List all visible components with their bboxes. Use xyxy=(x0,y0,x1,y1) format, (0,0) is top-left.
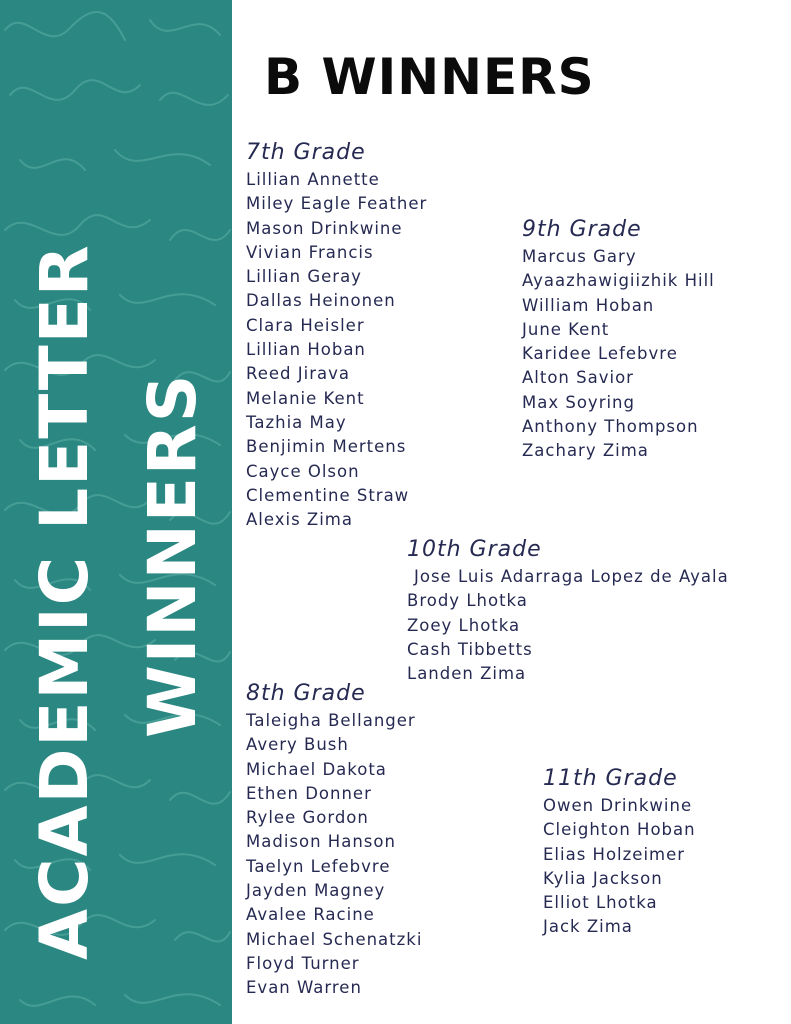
list-item: Karidee Lefebvre xyxy=(522,344,678,364)
list-item: Tazhia May xyxy=(246,412,347,432)
list-item: William Hoban xyxy=(522,295,655,315)
grade-heading: 10th Grade xyxy=(407,537,542,562)
grade-9-section xyxy=(522,216,715,464)
list-item: Kylia Jackson xyxy=(543,868,663,888)
list-item: Clara Heisler xyxy=(246,315,365,335)
list-item: Dallas Heinonen xyxy=(246,291,396,311)
list-item: Taleigha Bellanger xyxy=(246,711,416,730)
name-list xyxy=(543,794,696,940)
list-item: Lillian Hoban xyxy=(246,340,366,360)
list-item: Avalee Racine xyxy=(246,905,375,925)
list-item: Jayden Magney xyxy=(246,881,386,901)
grade-heading: 7th Grade xyxy=(246,140,366,165)
name-list xyxy=(246,709,422,1001)
list-item: Evan Warren xyxy=(246,978,362,998)
list-item: Clementine Straw xyxy=(246,485,410,505)
list-item: Lillian Geray xyxy=(246,267,362,287)
list-item: Floyd Turner xyxy=(246,953,360,973)
list-item: Elias Holzeimer xyxy=(543,844,686,864)
list-item: Marcus Gary xyxy=(522,247,637,266)
list-item: June Kent xyxy=(522,319,610,339)
name-list xyxy=(246,168,427,532)
list-item: Rylee Gordon xyxy=(246,808,369,828)
list-item: Michael Schenatzki xyxy=(246,929,423,949)
grade-heading: 11th Grade xyxy=(543,766,678,791)
grade-heading: 8th Grade xyxy=(246,681,366,706)
grade-7-section xyxy=(246,139,427,532)
list-item: Cayce Olson xyxy=(246,461,360,481)
list-item: Ethen Donner xyxy=(246,783,372,803)
list-item: Mason Drinkwine xyxy=(246,218,403,238)
grade-10-section xyxy=(407,536,729,686)
page-title: B WINNERS xyxy=(264,48,595,106)
list-item: Avery Bush xyxy=(246,735,349,755)
list-item: Benjimin Mertens xyxy=(246,437,407,457)
list-item: Cash Tibbetts xyxy=(407,639,533,659)
list-item: Miley Eagle Feather xyxy=(246,194,428,214)
list-item: Brody Lhotka xyxy=(407,591,528,611)
sidebar-heading-academic-letter: ACADEMIC LETTER xyxy=(26,243,103,960)
list-item: Max Soyring xyxy=(522,392,635,412)
list-item: Michael Dakota xyxy=(246,759,387,779)
list-item: Landen Zima xyxy=(407,664,527,684)
list-item: Madison Hanson xyxy=(246,832,396,852)
sidebar-banner xyxy=(0,0,232,1024)
grade-11-section xyxy=(543,765,696,940)
list-item: Cleighton Hoban xyxy=(543,820,696,840)
list-item: Ayaazhawigiizhik Hill xyxy=(522,271,715,291)
list-item: Vivian Francis xyxy=(246,242,374,262)
list-item: Alexis Zima xyxy=(246,510,353,530)
list-item: Reed Jirava xyxy=(246,364,350,384)
list-item: Elliot Lhotka xyxy=(543,893,658,913)
list-item: Zachary Zima xyxy=(522,441,649,461)
list-item: Alton Savior xyxy=(522,368,634,388)
name-list xyxy=(522,245,715,464)
list-item: Zoey Lhotka xyxy=(407,615,521,635)
list-item: Jose Luis Adarraga Lopez de Ayala xyxy=(414,567,729,586)
list-item: Taelyn Lefebvre xyxy=(246,856,391,876)
list-item: Owen Drinkwine xyxy=(543,796,693,815)
list-item: Melanie Kent xyxy=(246,388,365,408)
grade-8-section xyxy=(246,680,422,1001)
list-item: Anthony Thompson xyxy=(522,417,699,437)
sidebar-heading-winners: WINNERS xyxy=(134,372,211,738)
name-list xyxy=(407,565,729,686)
grade-heading: 9th Grade xyxy=(522,217,642,242)
list-item: Lillian Annette xyxy=(246,170,380,189)
list-item: Jack Zima xyxy=(543,917,633,937)
